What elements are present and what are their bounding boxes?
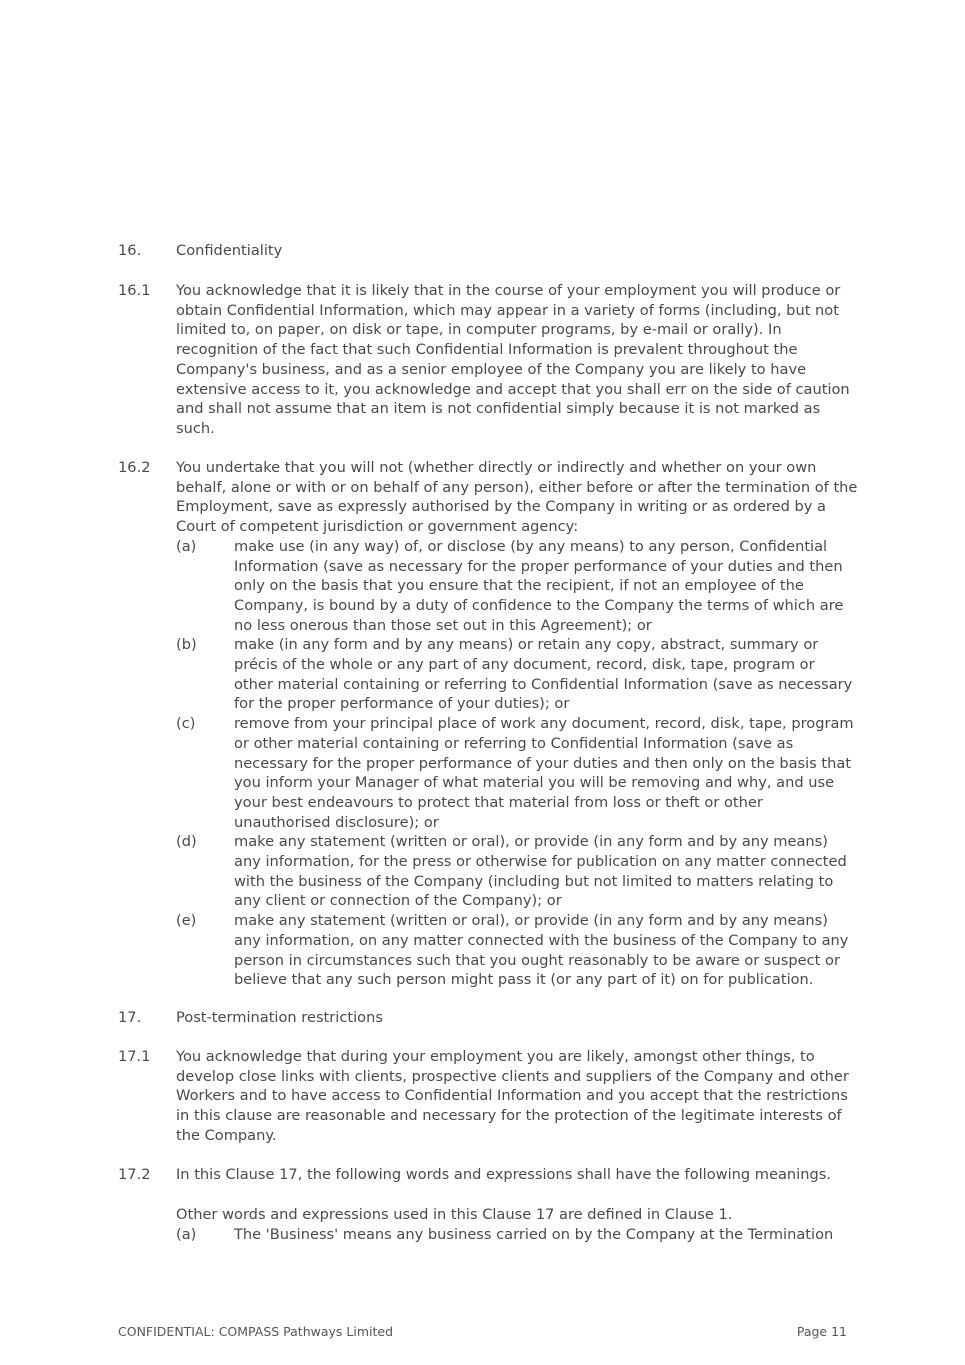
clause-17-1 <box>118 1047 858 1146</box>
list-item-label: (d) <box>176 833 197 851</box>
section-title: Post-termination restrictions <box>176 1009 383 1026</box>
clause-number: 17.2 <box>118 1166 151 1183</box>
clause-17-2 <box>118 1165 858 1185</box>
clause-text: You undertake that you will not (whether directly or indirectly and whether on your own behalf, alone or with or on behalf of any person), either before or after the termination of the Employment, save as expressly authorised by the Company in writing or as ordered by a Court of competent jurisdiction or government agency: <box>176 459 858 536</box>
section-number: 16. <box>118 242 142 259</box>
list-item-label: (a) <box>176 537 197 555</box>
list-item-c <box>176 714 858 832</box>
list-item-text: make (in any form and by any means) or retain any copy, abstract, summary or précis of the whole or any part of any document, record, disk, tape, program or other material containing or referring to Confidential Information (save as necessary for the proper performance of your duties); or <box>234 636 853 713</box>
list-item-b <box>176 635 858 714</box>
section-title: Confidentiality <box>176 242 283 259</box>
list-item-text: The 'Business' means any business carried on by the Company at the Termination <box>234 1225 834 1243</box>
list-item-e <box>176 911 858 990</box>
list-item-label: (a) <box>176 1225 197 1243</box>
clause-number: 16.2 <box>118 459 151 476</box>
clause-16-1 <box>118 281 858 439</box>
clause-16-2 <box>118 458 858 990</box>
list-item-text: make any statement (written or oral), or provide (in any form and by any means) any information, for the press or otherwise for publication on any matter connected with the business of the Company (including but not limited to matters relating to any client or connection of the Company); or <box>234 833 847 910</box>
clause-text: In this Clause 17, the following words and expressions shall have the following meanings. <box>176 1166 831 1183</box>
clause-number: 17.1 <box>118 1048 151 1065</box>
list-item-text: make any statement (written or oral), or provide (in any form and by any means) any information, on any matter connected with the business of the Company to any person in circumstances such that you ought reasonably to be aware or suspect or believe that any such person might pass it (or any part of it) on for publication. <box>234 912 849 989</box>
clause-text: You acknowledge that during your employment you are likely, amongst other things, to develop close links with clients, prospective clients and suppliers of the Company and other Workers and to have access to Confidential Information and you accept that the restrictions in this clause are reasonable and necessary for the protection of the legitimate interests of the Company. <box>176 1048 849 1144</box>
list-item-text: remove from your principal place of work any document, record, disk, tape, program or other material containing or referring to Confidential Information (save as necessary for the proper performance of your duties and then only on the basis that you inform your Manager of what material you will be removing and why, and use your best endeavours to protect that material from loss or theft or other unauthorised disclosure); or <box>234 715 854 831</box>
list-item-label: (e) <box>176 912 197 930</box>
section-16-heading <box>118 241 858 261</box>
list-item-label: (b) <box>176 636 197 654</box>
list-item-d <box>176 832 858 911</box>
clause-note: Other words and expressions used in this Clause 17 are defined in Clause 1. <box>176 1206 733 1223</box>
footer-page-number: Page 11 <box>796 1324 847 1339</box>
list-item-a <box>176 537 858 636</box>
list-item-a <box>176 1225 858 1245</box>
section-17-heading <box>118 1008 858 1028</box>
clause-number: 16.1 <box>118 282 151 299</box>
list-item-label: (c) <box>176 715 196 733</box>
footer-company: CONFIDENTIAL: COMPASS Pathways Limited <box>118 1324 394 1339</box>
clause-17-2-continued <box>118 1205 858 1244</box>
list-item-text: make use (in any way) of, or disclose (by any means) to any person, Confidential Information (save as necessary for the proper performance of your duties and then only on the basis that you ensure that the recipient, if not an employee of the Company, is bound by a duty of confidence to the Company the terms of which are no less onerous than those set out in this Agreement); or <box>234 537 844 634</box>
clause-text: You acknowledge that it is likely that in the course of your employment you will produce or obtain Confidential Information, which may appear in a variety of forms (including, but not limited to, on paper, on disk or tape, in computer programs, by e-mail or orally). In recognition of the fact that such Confidential Information is prevalent throughout the Company's business, and as a senior employee of the Company you are likely to have extensive access to it, you acknowledge and accept that you shall err on the side of caution and shall not assume that an item is not confidential simply because it is not marked as such. <box>176 282 850 437</box>
section-number: 17. <box>118 1009 142 1026</box>
